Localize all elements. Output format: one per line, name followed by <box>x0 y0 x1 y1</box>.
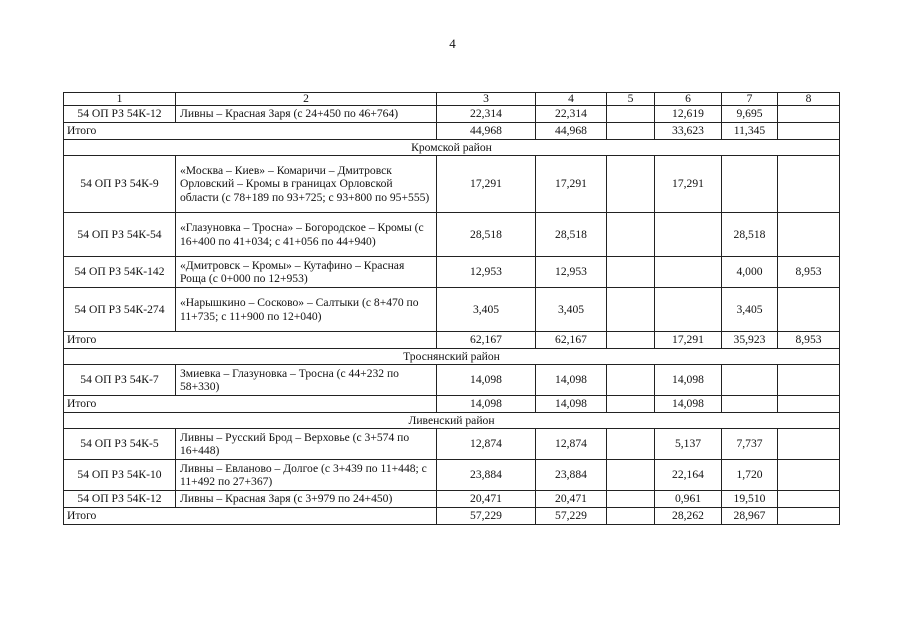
cell-value: 9,695 <box>722 106 778 123</box>
cell-value: 1,720 <box>722 460 778 491</box>
total-row <box>64 508 840 525</box>
cell-value: 33,623 <box>655 123 722 140</box>
cell-value <box>607 257 655 288</box>
cell-value: 62,167 <box>437 332 536 349</box>
cell-value: 11,345 <box>722 123 778 140</box>
cell-value <box>778 288 840 332</box>
cell-value <box>778 213 840 257</box>
total-label: Итого <box>64 508 437 525</box>
district-title: Троснянский район <box>64 349 840 365</box>
road-code: 54 ОП РЗ 54К-12 <box>64 491 176 508</box>
cell-value: 44,968 <box>536 123 607 140</box>
cell-value: 62,167 <box>536 332 607 349</box>
district-title: Кромской район <box>64 140 840 156</box>
cell-value: 3,405 <box>536 288 607 332</box>
cell-value: 12,619 <box>655 106 722 123</box>
road-name: Змиевка – Глазуновка – Тросна (с 44+232 по 58+330) <box>176 365 437 396</box>
cell-value <box>722 396 778 413</box>
road-code: 54 ОП РЗ 54К-5 <box>64 429 176 460</box>
cell-value: 35,923 <box>722 332 778 349</box>
total-row <box>64 396 840 413</box>
cell-value: 17,291 <box>655 156 722 213</box>
cell-value: 28,518 <box>437 213 536 257</box>
cell-value: 12,953 <box>536 257 607 288</box>
total-label: Итого <box>64 123 437 140</box>
cell-value: 14,098 <box>536 365 607 396</box>
road-code: 54 ОП РЗ 54К-10 <box>64 460 176 491</box>
road-name: Ливны – Русский Брод – Верховье (с 3+574 по 16+448) <box>176 429 437 460</box>
cell-value <box>778 508 840 525</box>
cell-value <box>778 460 840 491</box>
cell-value <box>607 123 655 140</box>
cell-value <box>722 365 778 396</box>
cell-value <box>778 123 840 140</box>
road-code: 54 ОП РЗ 54К-274 <box>64 288 176 332</box>
cell-value <box>778 396 840 413</box>
cell-value: 14,098 <box>536 396 607 413</box>
roads-table <box>63 92 840 525</box>
cell-value: 20,471 <box>437 491 536 508</box>
cell-value: 28,518 <box>536 213 607 257</box>
cell-value <box>655 288 722 332</box>
cell-value: 28,967 <box>722 508 778 525</box>
district-row <box>64 349 840 365</box>
cell-value: 12,953 <box>437 257 536 288</box>
column-header: 3 <box>437 93 536 106</box>
district-row <box>64 413 840 429</box>
cell-value: 23,884 <box>536 460 607 491</box>
road-name: «Дмитровск – Кромы» – Кутафино – Красная Роща (с 0+000 по 12+953) <box>176 257 437 288</box>
total-label: Итого <box>64 332 437 349</box>
cell-value <box>607 288 655 332</box>
cell-value: 22,164 <box>655 460 722 491</box>
cell-value: 57,229 <box>536 508 607 525</box>
road-name: «Глазуновка – Тросна» – Богородское – Кромы (с 16+400 по 41+034; с 41+056 по 44+940) <box>176 213 437 257</box>
road-name: Ливны – Красная Заря (с 24+450 по 46+764) <box>176 106 437 123</box>
cell-value: 7,737 <box>722 429 778 460</box>
cell-value <box>607 106 655 123</box>
road-code: 54 ОП РЗ 54К-54 <box>64 213 176 257</box>
cell-value: 17,291 <box>437 156 536 213</box>
cell-value: 4,000 <box>722 257 778 288</box>
cell-value: 14,098 <box>437 365 536 396</box>
table-row <box>64 365 840 396</box>
column-header: 4 <box>536 93 607 106</box>
column-header: 8 <box>778 93 840 106</box>
road-name: Ливны – Красная Заря (с 3+979 по 24+450) <box>176 491 437 508</box>
column-header: 1 <box>64 93 176 106</box>
road-code: 54 ОП РЗ 54К-7 <box>64 365 176 396</box>
cell-value: 12,874 <box>536 429 607 460</box>
cell-value <box>607 429 655 460</box>
column-header: 5 <box>607 93 655 106</box>
column-header: 7 <box>722 93 778 106</box>
table-row <box>64 156 840 213</box>
road-code: 54 ОП РЗ 54К-142 <box>64 257 176 288</box>
table-row <box>64 460 840 491</box>
cell-value <box>607 508 655 525</box>
cell-value <box>607 491 655 508</box>
cell-value <box>722 156 778 213</box>
cell-value: 44,968 <box>437 123 536 140</box>
table-row <box>64 106 840 123</box>
cell-value: 12,874 <box>437 429 536 460</box>
district-title: Ливенский район <box>64 413 840 429</box>
table-header-row <box>64 93 840 106</box>
table-row <box>64 491 840 508</box>
cell-value: 57,229 <box>437 508 536 525</box>
cell-value <box>655 257 722 288</box>
cell-value: 14,098 <box>655 365 722 396</box>
table-row <box>64 257 840 288</box>
table-row <box>64 213 840 257</box>
cell-value: 3,405 <box>722 288 778 332</box>
road-name: «Москва – Киев» – Комаричи – Дмитровск Орловский – Кромы в границах Орловской области (с 78+189 по 93+725; с 93+800 по 95+555) <box>176 156 437 213</box>
page-number: 4 <box>449 36 456 51</box>
cell-value <box>778 365 840 396</box>
cell-value <box>607 156 655 213</box>
cell-value <box>778 106 840 123</box>
road-code: 54 ОП РЗ 54К-12 <box>64 106 176 123</box>
road-name: Ливны – Евланово – Долгое (с 3+439 по 11+448; с 11+492 по 27+367) <box>176 460 437 491</box>
cell-value <box>778 156 840 213</box>
cell-value: 14,098 <box>655 396 722 413</box>
road-code: 54 ОП РЗ 54К-9 <box>64 156 176 213</box>
cell-value: 22,314 <box>437 106 536 123</box>
cell-value: 19,510 <box>722 491 778 508</box>
cell-value <box>607 460 655 491</box>
cell-value: 22,314 <box>536 106 607 123</box>
cell-value: 14,098 <box>437 396 536 413</box>
cell-value: 17,291 <box>655 332 722 349</box>
cell-value: 8,953 <box>778 332 840 349</box>
total-label: Итого <box>64 396 437 413</box>
district-row <box>64 140 840 156</box>
total-row <box>64 123 840 140</box>
cell-value: 5,137 <box>655 429 722 460</box>
cell-value <box>607 365 655 396</box>
cell-value: 8,953 <box>778 257 840 288</box>
cell-value: 20,471 <box>536 491 607 508</box>
column-header: 6 <box>655 93 722 106</box>
column-header: 2 <box>176 93 437 106</box>
cell-value <box>778 429 840 460</box>
cell-value <box>778 491 840 508</box>
cell-value: 23,884 <box>437 460 536 491</box>
cell-value <box>607 396 655 413</box>
cell-value <box>607 213 655 257</box>
road-name: «Нарышкино – Сосково» – Салтыки (с 8+470 по 11+735; с 11+900 по 12+040) <box>176 288 437 332</box>
cell-value: 3,405 <box>437 288 536 332</box>
table-row <box>64 429 840 460</box>
cell-value <box>655 213 722 257</box>
total-row <box>64 332 840 349</box>
cell-value <box>607 332 655 349</box>
cell-value: 0,961 <box>655 491 722 508</box>
table-row <box>64 288 840 332</box>
cell-value: 28,262 <box>655 508 722 525</box>
cell-value: 17,291 <box>536 156 607 213</box>
cell-value: 28,518 <box>722 213 778 257</box>
